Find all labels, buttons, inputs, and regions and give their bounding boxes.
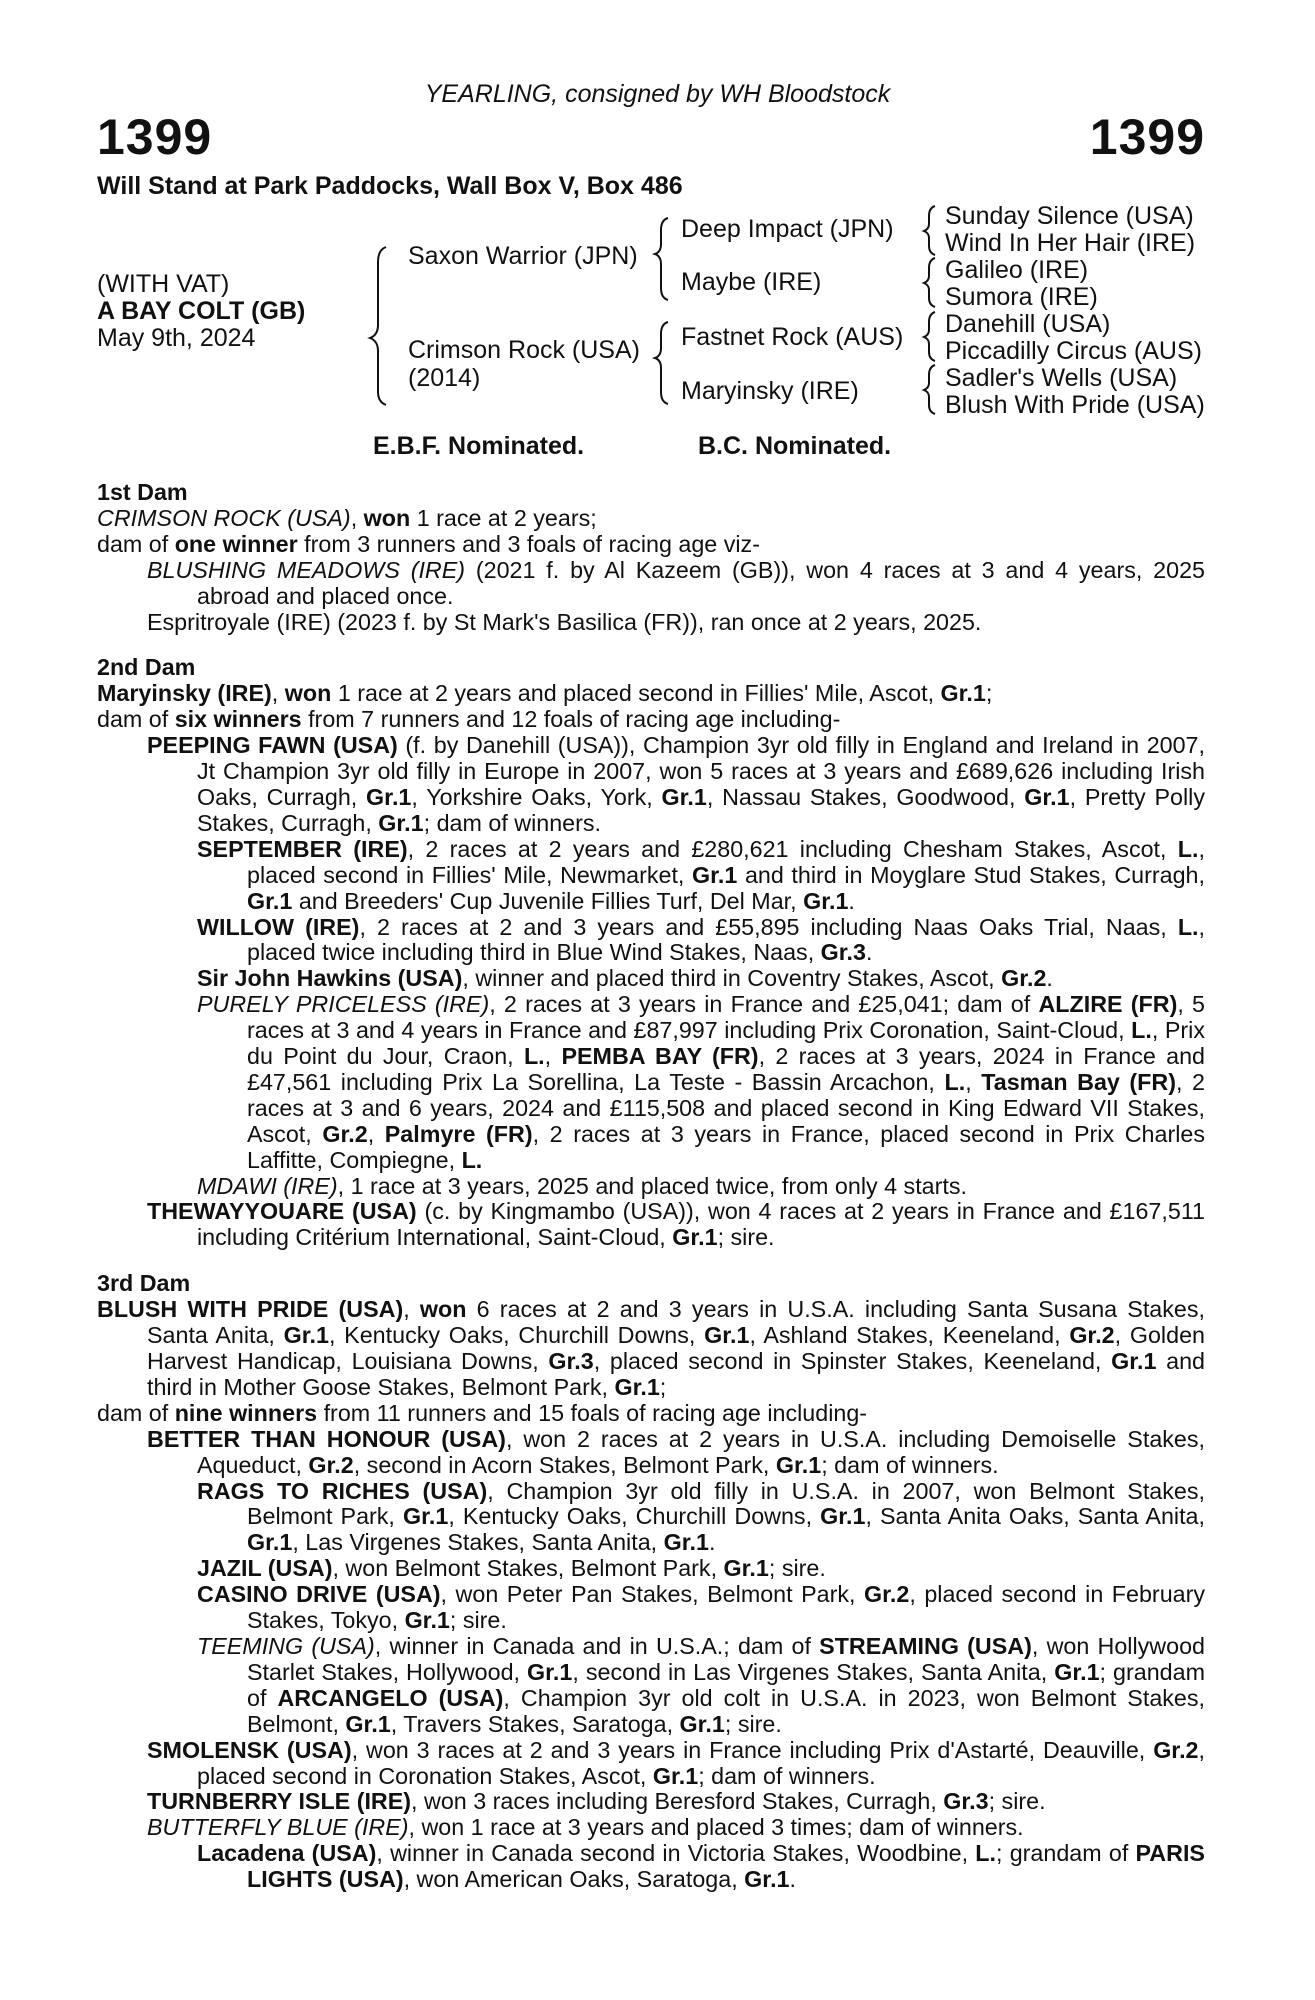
text-run: , 5 races at 3 and 4 years in France and £87,997 including Prix Coronation, Saint-Cloud, — [247, 991, 1205, 1044]
brace-gen2-sire — [655, 218, 668, 300]
text-run: . — [1046, 965, 1053, 992]
text-run: 1 race at 2 years and placed second in Fillies' Mile, Ascot, — [331, 680, 941, 707]
text-run: , 1 race at 3 years, 2025 and placed twice, from only 4 starts. — [337, 1172, 967, 1199]
bold-text: CASINO DRIVE (USA) — [197, 1581, 441, 1608]
text-run: , Las Virgenes Stakes, Santa Anita, — [292, 1529, 664, 1556]
text-run: ; dam of winners. — [698, 1762, 876, 1789]
text-run: and Breeders' Cup Juvenile Fillies Turf, Del Mar, — [292, 887, 804, 914]
bold-text: Gr.2 — [1069, 1322, 1115, 1349]
italic-text: PURELY PRICELESS (IRE) — [197, 991, 490, 1018]
text-run: ; grandam of — [996, 1840, 1136, 1867]
bold-text: one winner — [174, 530, 298, 557]
bold-text: Sir John Hawkins (USA) — [197, 965, 463, 992]
record-entry — [97, 915, 1205, 967]
italic-text: BUTTERFLY BLUE (IRE) — [147, 1814, 409, 1841]
brace-gen3-d — [924, 365, 935, 414]
sire-sire: Deep Impact (JPN) — [681, 215, 894, 243]
text-run: , placed second in February Stakes, Tokyo, — [247, 1581, 1206, 1634]
record-entry — [97, 733, 1205, 837]
text-run: , placed second in Coronation Stakes, Ascot, — [197, 1736, 1206, 1789]
text-run: (2021 f. by Al Kazeem (GB)), won 4 races at 3 and 4 years, 2025 abroad and placed once. — [197, 556, 1205, 609]
text-run: . — [866, 939, 873, 966]
bold-text: Gr.1 — [402, 1503, 449, 1530]
foaling-date: May 9th, 2024 — [97, 324, 256, 352]
brace-gen3-a — [924, 206, 935, 255]
record-entry — [97, 1556, 1205, 1582]
text-run: , second in Acorn Stakes, Belmont Park, — [353, 1451, 776, 1478]
bold-text: Gr.3 — [943, 1788, 989, 1815]
text-run: . — [789, 1866, 796, 1893]
bold-text: Gr.1 — [345, 1710, 391, 1737]
bold-text: PEMBA BAY (FR) — [561, 1043, 759, 1070]
text-run: ; sire. — [449, 1607, 507, 1634]
dam: Crimson Rock (USA) — [408, 336, 640, 364]
bold-text: THEWAYYOUARE (USA) — [147, 1198, 417, 1225]
bold-text: Gr.1 — [940, 680, 986, 707]
dam-sire-dam: Piccadilly Circus (AUS) — [945, 337, 1202, 365]
record-entry — [97, 1297, 1205, 1401]
bold-text: L. — [461, 1146, 483, 1173]
record-entry — [97, 610, 1205, 636]
bold-text: Gr.1 — [247, 887, 293, 914]
dam-section — [97, 480, 1205, 635]
dam-dam-sire: Sadler's Wells (USA) — [945, 364, 1178, 392]
bold-text: Gr.1 — [803, 887, 849, 914]
bold-text: PEEPING FAWN (USA) — [147, 732, 398, 759]
bold-text: RAGS TO RICHES (USA) — [197, 1477, 488, 1504]
record-entry — [97, 1789, 1205, 1815]
bold-text: Gr.2 — [308, 1451, 354, 1478]
text-run: , 2 races at 3 and 6 years, 2024 and £115,508 and placed second in King Edward VII Stakes, Ascot, — [247, 1068, 1205, 1147]
brace-gen3-c — [924, 312, 935, 361]
italic-text: TEEMING (USA) — [197, 1632, 375, 1659]
dam-sire: Fastnet Rock (AUS) — [681, 323, 904, 351]
text-run: , — [271, 680, 285, 707]
bold-text: Gr.2 — [864, 1581, 910, 1608]
text-run: (c. by Kingmambo (USA)), won 4 races at 2 years in France and £167,511 including Critérium International, Saint-Cloud, — [197, 1198, 1206, 1251]
record-entry — [97, 707, 1205, 733]
text-run: dam of — [97, 706, 175, 733]
section-heading: 1st Dam — [97, 479, 188, 505]
text-run: , placed twice including third in Blue Wind Stakes, Naas, — [247, 913, 1206, 966]
record-entry — [97, 558, 1205, 610]
text-run: from 7 runners and 12 foals of racing age including- — [301, 706, 841, 733]
bold-text: won — [419, 1296, 467, 1323]
bold-text: ARCANGELO (USA) — [277, 1684, 504, 1711]
italic-text: MDAWI (IRE) — [197, 1172, 338, 1199]
brace-gen3-b — [924, 258, 935, 307]
bold-text: Gr.1 — [704, 1322, 750, 1349]
bold-text: won — [284, 680, 332, 707]
bold-text: Gr.3 — [548, 1348, 594, 1374]
record-entry — [97, 1582, 1205, 1634]
text-run: ; sire. — [724, 1710, 782, 1737]
record-entry — [97, 681, 1205, 707]
bold-text: Gr.3 — [820, 939, 866, 966]
record-entry — [97, 837, 1205, 915]
bold-text: L. — [1177, 913, 1199, 940]
text-run: , won Peter Pan Stakes, Belmont Park, — [440, 1581, 865, 1608]
text-run: dam of — [97, 1399, 175, 1426]
produce-records — [97, 480, 1205, 1913]
sire: Saxon Warrior (JPN) — [408, 242, 638, 270]
record-entry — [97, 992, 1205, 1173]
italic-text: BLUSHING MEADOWS (IRE) — [147, 556, 466, 583]
section-heading: 2nd Dam — [97, 654, 196, 681]
record-entry — [97, 1174, 1205, 1200]
text-run: Espritroyale (IRE) (2023 f. by St Mark's Basilica (FR)), ran once at 2 years, 2025. — [147, 608, 982, 635]
text-run: , Nassau Stakes, Goodwood, — [706, 783, 1025, 810]
bold-text: Gr.1 — [679, 1710, 725, 1737]
lot-number-left: 1399 — [97, 109, 213, 165]
text-run: , — [544, 1043, 562, 1070]
text-run: , Ashland Stakes, Keeneland, — [749, 1322, 1070, 1349]
record-entry — [97, 1634, 1205, 1738]
text-run: (f. by Danehill (USA)), Champion 3yr old filly in England and Ireland in 2007, Jt Champion 3yr old filly in Europe in 2007, won 5 races at 3 years and £689,626 including Irish Oaks, Curragh, — [197, 732, 1205, 810]
text-run: , Travers Stakes, Saratoga, — [390, 1710, 680, 1737]
bold-text: Gr.1 — [527, 1658, 573, 1685]
text-run: ; grandam of — [247, 1658, 1205, 1711]
text-run: , — [965, 1068, 982, 1095]
bold-text: L. — [1131, 1017, 1152, 1044]
bold-text: Gr.1 — [366, 783, 412, 810]
bold-text: PARIS LIGHTS (USA) — [247, 1840, 1205, 1893]
text-run: , Champion 3yr old colt in U.S.A. in 2023, won Belmont Stakes, Belmont, — [247, 1684, 1206, 1737]
bold-text: Gr.1 — [692, 861, 738, 888]
bold-text: Lacadena (USA) — [197, 1840, 377, 1867]
bold-text: Gr.1 — [283, 1322, 329, 1349]
text-run: . — [708, 1529, 716, 1556]
record-entry — [97, 1401, 1205, 1427]
text-run: , won 3 races at 2 and 3 years in France including Prix d'Astarté, Deauville, — [351, 1736, 1154, 1763]
bold-text: Tasman Bay (FR) — [981, 1068, 1176, 1095]
text-run: , 2 races at 3 years, 2024 in France and £47,561 including Prix La Sorellina, La Teste - Bassin Arcachon, — [247, 1043, 1205, 1095]
bold-text: Gr.1 — [652, 1762, 699, 1789]
text-run: , won Belmont Stakes, Belmont Park, — [332, 1555, 724, 1582]
sire-sire-sire: Sunday Silence (USA) — [945, 202, 1194, 230]
horse-name: A BAY COLT (GB) — [97, 297, 306, 325]
text-run: , Kentucky Oaks, Churchill Downs, — [448, 1503, 821, 1530]
record-entry — [97, 966, 1205, 992]
stand-location: Will Stand at Park Paddocks, Wall Box V, Box 486 — [97, 172, 683, 200]
text-run: , placed second in Spinster Stakes, Keeneland, — [593, 1348, 1112, 1374]
bold-text: Gr.1 — [1054, 1658, 1100, 1685]
text-run: , winner in Canada second in Victoria Stakes, Woodbine, — [376, 1840, 976, 1867]
italic-text: CRIMSON ROCK (USA) — [97, 504, 351, 531]
bold-text: Gr.1 — [247, 1529, 293, 1556]
text-run: . — [848, 887, 855, 914]
dam-sire-sire: Danehill (USA) — [945, 310, 1111, 338]
section-heading: 3rd Dam — [97, 1270, 191, 1297]
text-run: , won 2 races at 2 years in U.S.A. including Demoiselle Stakes, Aqueduct, — [197, 1425, 1205, 1478]
bold-text: TURNBERRY ISLE (IRE) — [147, 1788, 412, 1815]
text-run: , 2 races at 3 years in France and £25,041; dam of — [489, 991, 1039, 1018]
bold-text: WILLOW (IRE) — [197, 913, 360, 940]
bold-text: BLUSH WITH PRIDE (USA) — [97, 1296, 404, 1323]
text-run: , Pretty Polly Stakes, Curragh, — [197, 783, 1205, 836]
text-run: from 3 runners and 3 foals of racing age viz- — [297, 530, 760, 557]
text-run: , — [403, 1296, 420, 1323]
record-entry — [97, 532, 1205, 558]
bold-text: Gr.1 — [1111, 1348, 1157, 1374]
record-entry — [97, 1479, 1205, 1557]
text-run: , won American Oaks, Saratoga, — [403, 1866, 745, 1893]
dam-section — [97, 655, 1205, 1251]
bold-text: won — [363, 504, 411, 531]
bold-text: L. — [523, 1043, 545, 1070]
bold-text: Gr.2 — [322, 1120, 368, 1147]
bold-text: Gr.1 — [820, 1503, 866, 1530]
text-run: and third in Moyglare Stud Stakes, Curragh, — [737, 861, 1205, 888]
text-run: ; — [659, 1373, 667, 1400]
bold-text: Gr.1 — [661, 783, 707, 810]
sire-dam-dam: Sumora (IRE) — [945, 283, 1098, 311]
ebf-nomination: E.B.F. Nominated. — [373, 432, 585, 460]
dam-dam-dam: Blush With Pride (USA) — [945, 391, 1205, 419]
text-run: and third in Mother Goose Stakes, Belmont Park, — [147, 1348, 1206, 1400]
text-run: from 11 runners and 15 foals of racing age including- — [317, 1399, 868, 1426]
text-run: ; sire. — [717, 1224, 775, 1251]
bold-text: Gr.1 — [378, 809, 424, 836]
bc-nomination: B.C. Nominated. — [698, 432, 892, 460]
text-run: , — [350, 504, 364, 531]
bold-text: BETTER THAN HONOUR (USA) — [147, 1425, 506, 1452]
text-run: dam of — [97, 530, 175, 557]
bold-text: STREAMING (USA) — [819, 1632, 1032, 1659]
bold-text: Gr.1 — [775, 1451, 822, 1478]
bold-text: Maryinsky (IRE) — [97, 680, 272, 707]
bold-text: SMOLENSK (USA) — [147, 1736, 352, 1763]
bold-text: L. — [1177, 835, 1199, 862]
text-run: ; dam of winners. — [821, 1451, 999, 1478]
bold-text: Gr.1 — [723, 1555, 769, 1582]
text-run: , placed second in Fillies' Mile, Newmarket, — [247, 835, 1205, 888]
text-run: , won 3 races including Beresford Stakes, Curragh, — [411, 1788, 944, 1815]
bold-text: Gr.1 — [1024, 783, 1070, 810]
record-entry — [97, 506, 1205, 532]
bold-text: Gr.1 — [663, 1529, 709, 1556]
bold-text: Gr.2 — [1153, 1736, 1199, 1763]
dam-dam: Maryinsky (IRE) — [681, 377, 859, 405]
record-entry — [97, 1815, 1205, 1841]
dam-year: (2014) — [408, 364, 481, 392]
bold-text: Gr.1 — [404, 1607, 450, 1634]
text-run: , won 1 race at 3 years and placed 3 times; dam of winners. — [408, 1814, 1024, 1841]
text-run: , Golden Harvest Handicap, Louisiana Downs, — [147, 1322, 1205, 1374]
sire-sire-dam: Wind In Her Hair (IRE) — [945, 229, 1196, 257]
text-run: , 2 races at 2 years and £280,621 including Chesham Stakes, Ascot, — [407, 835, 1178, 862]
record-entry — [97, 1738, 1205, 1790]
text-run: 1 race at 2 years; — [410, 504, 597, 531]
sire-dam: Maybe (IRE) — [681, 268, 822, 296]
text-run: , Santa Anita Oaks, Santa Anita, — [865, 1503, 1205, 1530]
bold-text: SEPTEMBER (IRE) — [197, 835, 408, 862]
text-run: , Champion 3yr old filly in U.S.A. in 2007, won Belmont Stakes, Belmont Park, — [247, 1477, 1205, 1530]
text-run: , 2 races at 2 and 3 years and £55,895 including Naas Oaks Trial, Naas, — [359, 913, 1178, 940]
vat-note: (WITH VAT) — [97, 270, 230, 298]
record-entry — [97, 1427, 1205, 1479]
brace-gen1 — [370, 247, 386, 405]
bold-text: ALZIRE (FR) — [1038, 991, 1178, 1018]
text-run: , won Hollywood Starlet Stakes, Hollywood, — [247, 1632, 1206, 1685]
text-run: ; dam of winners. — [423, 809, 602, 836]
dam-section — [97, 1271, 1205, 1893]
text-run: , Prix du Point du Jour, Craon, — [247, 1017, 1205, 1070]
bold-text: Palmyre (FR) — [384, 1120, 533, 1147]
record-entry — [97, 1199, 1205, 1251]
text-run: ; sire. — [988, 1788, 1046, 1815]
text-run: , winner in Canada and in U.S.A.; dam of — [374, 1632, 820, 1659]
bold-text: JAZIL (USA) — [197, 1555, 333, 1582]
bold-text: Gr.1 — [614, 1373, 660, 1400]
bold-text: nine winners — [174, 1399, 318, 1426]
bold-text: Gr.1 — [672, 1224, 718, 1251]
record-entry — [97, 1841, 1205, 1893]
text-run: , second in Las Virgenes Stakes, Santa Anita, — [572, 1658, 1055, 1685]
bold-text: six winners — [174, 706, 302, 733]
text-run: , Kentucky Oaks, Churchill Downs, — [328, 1322, 705, 1349]
text-run: , Yorkshire Oaks, York, — [411, 783, 662, 810]
lot-number-right: 1399 — [1089, 109, 1205, 165]
text-run: , 2 races at 3 years in France, placed second in Prix Charles Laffitte, Compiegne, — [247, 1120, 1205, 1173]
text-run: , — [367, 1120, 385, 1147]
text-run: 6 races at 2 and 3 years in U.S.A. including Santa Susana Stakes, Santa Anita, — [147, 1296, 1205, 1349]
consignor-line: YEARLING, consigned by WH Bloodstock — [424, 80, 891, 108]
bold-text: L. — [944, 1068, 966, 1095]
text-run: ; — [985, 680, 993, 707]
brace-gen2-dam — [655, 322, 668, 404]
text-run: ; sire. — [768, 1555, 826, 1582]
bold-text: Gr.2 — [1001, 965, 1047, 992]
bold-text: Gr.1 — [744, 1866, 790, 1893]
bold-text: L. — [975, 1840, 997, 1867]
sire-dam-sire: Galileo (IRE) — [945, 256, 1089, 284]
text-run: , winner and placed third in Coventry Stakes, Ascot, — [462, 965, 1002, 992]
